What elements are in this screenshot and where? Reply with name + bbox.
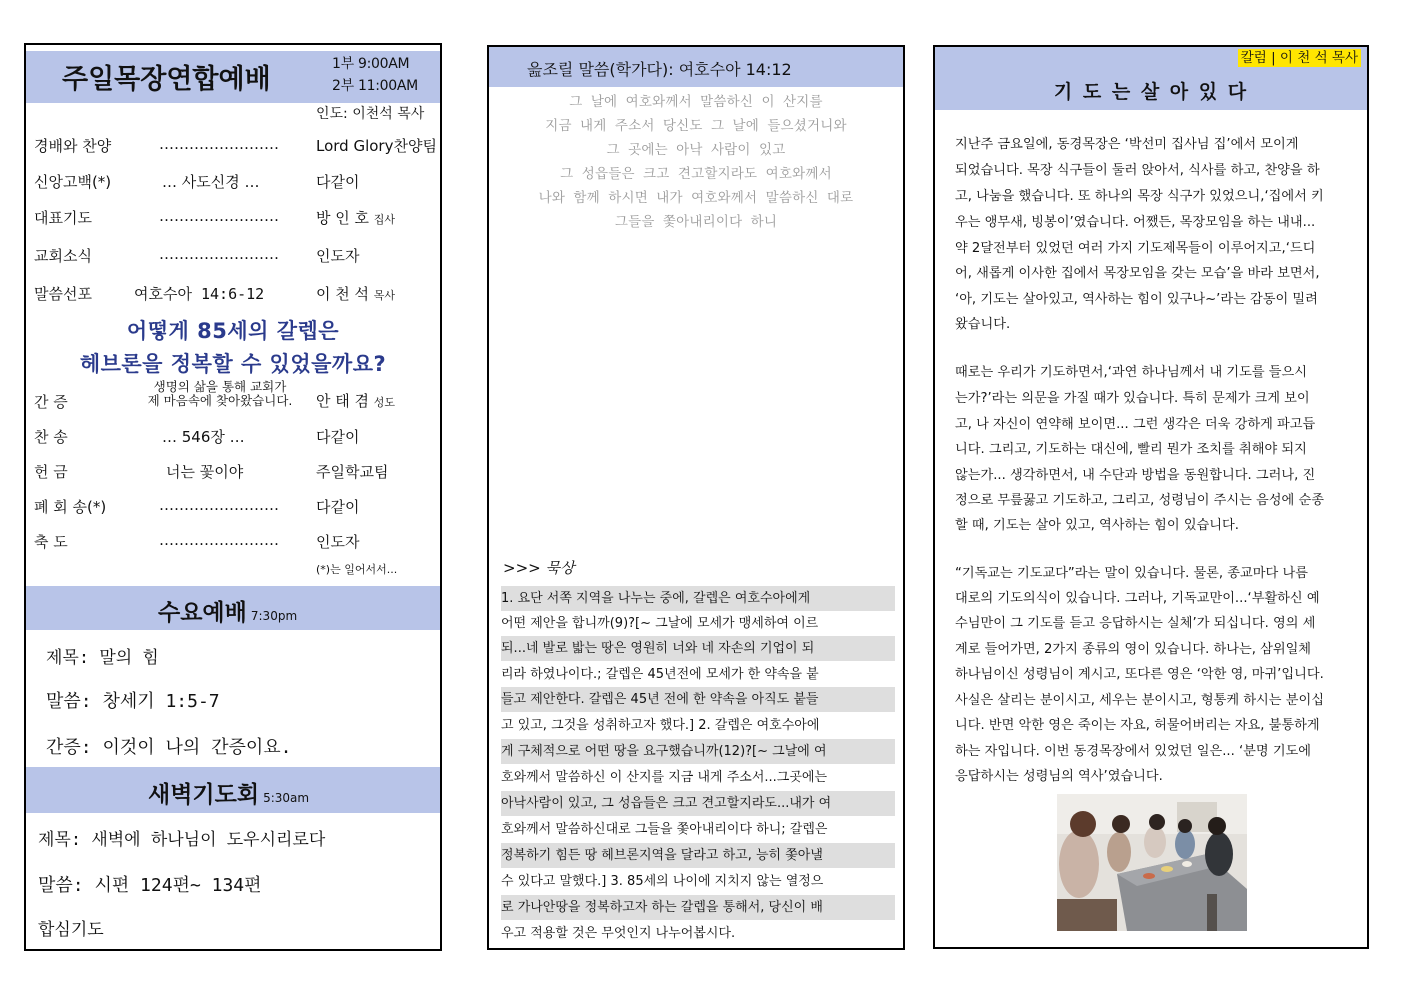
column-text-line: 하는 자입니다. 이번 동경목장에서 있었던 일은... ‘분명 기도에	[955, 744, 1312, 759]
order-label: 경배와 찬양	[34, 137, 112, 155]
dawn-scripture: 말씀: 시편 124편~ 134편	[38, 875, 262, 896]
order-person: 주일학교팀	[316, 463, 389, 481]
sermon-title-line-2: 헤브론을 정복할 수 있었을까요?	[79, 352, 387, 376]
order-label: 교회소식	[34, 247, 92, 265]
column-text-line: 응답하시는 성령님의 역사’였습니다.	[955, 769, 1163, 784]
order-person: 인도자	[316, 247, 360, 265]
order-person: Lord Glory찬양팀	[316, 137, 437, 155]
order-label: 헌 금	[34, 463, 68, 481]
meditation-header: >>> 묵상	[503, 559, 575, 577]
column-text-line: 는가?’라는 의문을 가질 때가 있습니다. 특히 문제가 크게 보이	[955, 391, 1310, 406]
column-text-line: 수님만이 그 기도를 듣고 응답하시는 실체’가 되십니다. 영의 세	[955, 616, 1316, 631]
order-label: 축 도	[34, 533, 68, 551]
service-time-2: 2부 11:00AM	[332, 78, 418, 94]
order-label: 폐 회 송(*)	[34, 498, 107, 516]
order-detail: ……………………	[159, 531, 279, 549]
order-person: 방 인 호 집사	[316, 209, 396, 227]
order-detail: 너는 꽃이야	[166, 463, 244, 481]
column-title: 기 도 는 살 아 있 다	[1053, 81, 1249, 103]
dawn-prayer-note: 합심기도	[38, 920, 104, 940]
meditation-line: 게 구체적으로 어떤 땅을 요구했습니까(12)?[~ 그날에 여	[501, 739, 895, 764]
order-detail: ……………………	[159, 207, 279, 225]
meditation-line: 호와께서 말씀하신대로 그들을 쫓아내리이다 하니; 갈렙은	[501, 822, 828, 837]
meditation-line: 정복하기 힘든 땅 헤브론지역을 달라고 하고, 능히 쫓아낼	[501, 843, 895, 868]
verse-line: 지금 내게 주소서 당신도 그 날에 들으셨거니와	[545, 118, 847, 134]
service-order-panel	[24, 43, 442, 951]
order-detail: ……………………	[159, 245, 279, 263]
group-meal-photo	[1057, 794, 1247, 931]
column-text-line: 니다. 그리고, 기도하는 대신에, 빨리 뭔가 조치를 취해야 되지	[955, 442, 1307, 457]
column-text-line: 않는가... 생각하면서, 내 수단과 방법을 동원합니다. 그러나, 진	[955, 468, 1316, 483]
sermon-title-line-1: 어떻게 85세의 갈렙은	[126, 319, 340, 343]
order-person: 다같이	[316, 173, 360, 191]
standing-note: (*)는 일어서서...	[316, 563, 398, 576]
sermon-scripture: 여호수아 14:6-12	[134, 285, 265, 303]
column-text-line: 약 2달전부터 있었던 여러 가지 기도제목들이 이루어지고,‘드디	[955, 241, 1316, 256]
order-label: 간 증	[34, 393, 68, 411]
column-text-line: 되었습니다. 목장 식구들이 둘러 앉아서, 식사를 하고, 찬양을 하	[955, 163, 1320, 178]
verse-line: 그 날에 여호와께서 말씀하신 이 산지를	[569, 94, 823, 110]
order-label: 말씀선포	[34, 285, 92, 303]
meditation-line: 아낙사람이 있고, 그 성읍들은 크고 견고할지라도...내가 여	[501, 791, 895, 816]
verse-line: 그 성읍들은 크고 견고할지라도 여호와께서	[560, 166, 832, 182]
column-text-line: 정으로 무릎꿇고 기도하고, 그리고, 성령님이 주시는 음성에 순종	[955, 493, 1324, 508]
meditation-line: 리라 하였나이다.; 갈렙은 45년전에 모세가 한 약속을 붙	[501, 667, 819, 682]
order-detail: ……………………	[159, 135, 279, 153]
column-text-line: 할 때, 기도는 살아 있고, 역사하는 힘이 있습니다.	[955, 518, 1239, 533]
column-text-line: 고, 나눔을 했습니다. 또 하나의 목장 식구가 있었으니,‘집에서 키	[955, 189, 1324, 204]
column-text-line: 대로의 기도의식이 있습니다. 그러나, 기독교만이...‘부활하신 예	[955, 591, 1320, 606]
column-text-line: ‘아, 기도는 살아있고, 역사하는 힘이 있구나~’라는 감동이 밀려	[955, 292, 1318, 307]
meditation-line: 고 있고, 그것을 성취하고자 했다.] 2. 갈렙은 여호수아에	[501, 718, 820, 733]
order-detail: ……………………	[159, 496, 279, 514]
column-text-line: 계로 들어가면, 2가지 종류의 영이 있습니다. 하나는, 삼위일체	[955, 642, 1312, 657]
column-text-line: 우는 앵무새, 빙봉이’였습니다. 어쨌든, 목장모임을 하는 내내...	[955, 215, 1316, 230]
column-text-line: 지난주 금요일에, 동경목장은 ‘박선미 집사님 집’에서 모이게	[955, 137, 1299, 152]
meditation-line: 들고 제안한다. 갈렙은 45년 전에 한 약속을 아직도 붙들	[501, 687, 895, 712]
column-author-badge: 칼럼 | 이 천 석 목사	[1238, 49, 1361, 67]
meditation-line: 1. 요단 서쪽 지역을 나누는 중에, 갈렙은 여호수아에게	[501, 586, 895, 611]
wednesday-scripture: 말씀: 창세기 1:5-7	[46, 691, 220, 712]
column-text-line: 사실은 살리는 분이시고, 세우는 분이시고, 형통케 하시는 분이십	[955, 693, 1324, 708]
meditation-line: 되...네 발로 밟는 땅은 영원히 너와 네 자손의 기업이 되	[501, 636, 895, 661]
meditation-line: 우고 적용할 것은 무엇인지 나누어봅시다.	[501, 926, 736, 941]
wednesday-service-title: 수요예배 7:30pm	[158, 600, 298, 626]
meditation-line: 수 있다고 말했다.] 3. 85세의 나이에 지치지 않는 열정으	[501, 874, 824, 889]
dawn-prayer-title: 새벽기도회 5:30am	[148, 782, 310, 808]
column-text-line: 때로는 우리가 기도하면서,‘과연 하나님께서 내 기도를 들으시	[955, 365, 1308, 380]
order-detail: … 사도신경 …	[162, 173, 260, 191]
order-label: 신앙고백(*)	[34, 173, 112, 191]
sunday-service-title: 주일목장연합예배	[62, 64, 271, 95]
verse-line: 나와 함께 하시면 내가 여호와께서 말씀하신 대로	[538, 190, 854, 206]
column-text-line: 어, 새롭게 이사한 집에서 목장모임을 갖는 모습’을 바라 보면서,	[955, 266, 1320, 281]
service-time-1: 1부 9:00AM	[332, 56, 410, 72]
order-label: 대표기도	[34, 209, 92, 227]
service-leader: 인도: 이천석 목사	[316, 106, 425, 122]
order-person: 다같이	[316, 428, 360, 446]
order-person: 인도자	[316, 533, 360, 551]
recitation-title: 읊조릴 말씀(학가다): 여호수아 14:12	[527, 60, 792, 79]
column-panel	[933, 45, 1369, 949]
order-person: 안 태 겸 성도	[316, 392, 396, 410]
verse-line: 그 곳에는 아낙 사람이 있고	[606, 142, 786, 158]
wednesday-testimony: 간증: 이것이 나의 간증이요.	[46, 737, 292, 758]
column-text-line: 고, 나 자신이 연약해 보이면... 그런 생각은 더욱 강하게 파고듭	[955, 417, 1316, 432]
dawn-subject: 제목: 새벽에 하나님이 도우시리로다	[38, 830, 326, 850]
verse-line: 그들을 쫓아내리이다 하니	[614, 214, 778, 230]
column-text-line: “기독교는 기도교다”라는 말이 있습니다. 물론, 종교마다 나름	[955, 566, 1308, 581]
column-text-line: 니다. 반면 악한 영은 죽이는 자요, 허물어버리는 자요, 불통하게	[955, 718, 1320, 733]
order-person: 이 천 석 목사	[316, 285, 396, 303]
meditation-line: 호와께서 말씀하신 이 산지를 지금 내게 주소서...그곳에는	[501, 770, 828, 785]
order-label: 찬 송	[34, 428, 68, 446]
meditation-line: 로 가나안땅을 정복하고자 하는 갈렙을 통해서, 당신이 배	[501, 895, 895, 920]
meditation-line: 어떤 제안을 합니까(9)?[~ 그날에 모세가 맹세하여 이르	[501, 616, 819, 631]
order-person: 다같이	[316, 498, 360, 516]
scripture-meditation-panel	[487, 45, 905, 950]
column-text-line: 왔습니다.	[955, 317, 1011, 332]
column-text-line: 하나님이신 성령님이 계시고, 또다른 영은 ‘악한 영, 마귀’입니다.	[955, 667, 1324, 682]
wednesday-subject: 제목: 말의 힘	[46, 648, 159, 668]
testimony-title: 생명의 삶을 통해 교회가 제 마음속에 찾아왔습니다.	[147, 379, 293, 408]
order-detail: … 546장 …	[162, 428, 245, 446]
